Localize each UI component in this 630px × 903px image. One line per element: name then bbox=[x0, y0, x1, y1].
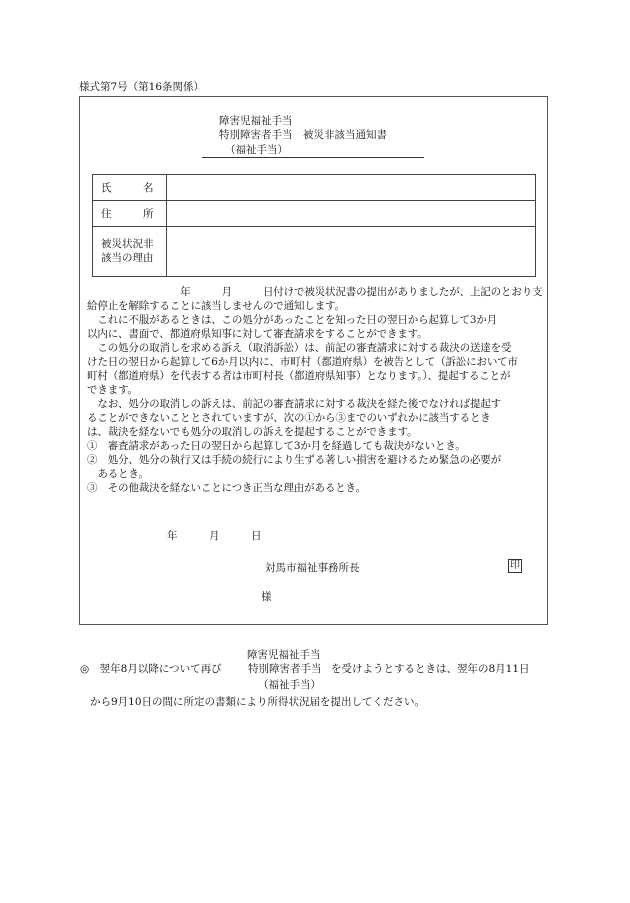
footnote-last: から9月10日の間に所定の書類により所得状況届を提出してください。 bbox=[90, 696, 426, 708]
footnote-bottom: （福祉手当） bbox=[258, 679, 321, 691]
form-number: 様式第7号（第16条関係） bbox=[79, 81, 205, 93]
label-column-divider bbox=[166, 175, 167, 276]
notice-line: あるとき。 bbox=[87, 468, 149, 480]
title-line-2: 特別障害者手当 被災非該当通知書 bbox=[219, 129, 387, 141]
notice-line: ② 処分、処分の執行又は手続の続行により生ずる著しい損害を避けるため緊急の必要が bbox=[87, 454, 501, 466]
notice-line: この処分の取消しを求める訴え（取消訴訟）は、前記の審査請求に対する裁決の送達を受 bbox=[87, 342, 512, 354]
notice-line: これに不服があるときは、この処分があったことを知った日の翌日から起算して3か月 bbox=[87, 314, 498, 326]
title-line-3: （福祉手当） bbox=[225, 144, 288, 156]
info-table bbox=[92, 174, 536, 277]
notice-line: 給停止を解除することに該当しませんので通知します。 bbox=[87, 300, 345, 312]
issuer-name: 対馬市福祉事務所長 bbox=[265, 562, 360, 574]
reason-label-line-1: 被災状況非 bbox=[101, 238, 154, 250]
reason-label-line-2: 該当の理由 bbox=[101, 252, 154, 264]
name-row bbox=[93, 175, 535, 201]
footnote-top: 障害児福祉手当 bbox=[247, 649, 321, 661]
title-underline bbox=[202, 157, 424, 158]
notice-line: けた日の翌日から起算して6か月以内に、市町村（都道府県）を被告として（訴訟において市 bbox=[87, 356, 518, 368]
address-label: 住 所 bbox=[101, 208, 154, 220]
reason-row bbox=[93, 227, 535, 277]
name-label: 氏 名 bbox=[101, 182, 154, 194]
notice-line: は、裁決を経ないでも処分の取消しの訴えを提起することができます。 bbox=[87, 426, 418, 438]
recipient-suffix: 様 bbox=[261, 591, 272, 603]
title-line-1: 障害児福祉手当 bbox=[219, 115, 293, 127]
notice-body bbox=[87, 285, 547, 495]
footnote-main-mid: 特別障害者手当 bbox=[248, 663, 322, 675]
seal-mark: 印 bbox=[510, 560, 520, 571]
notice-line: ① 審査請求があった日の翌日から起算して3か月を経過しても裁決がないとき。 bbox=[87, 440, 466, 452]
footnote-main-left: ◎ 翌年8月以降について再び bbox=[80, 663, 222, 675]
notice-line: なお、処分の取消しの訴えは、前記の審査請求に対する裁決を経た後でなければ提起す bbox=[87, 398, 501, 410]
notice-line: 以内に、書面で、都道府県知事に対して審査請求をすることができます。 bbox=[87, 328, 428, 340]
notice-line: 町村（都道府県）を代表する者は市町村長（都道府県知事）となります。）、提起することが bbox=[87, 370, 511, 382]
date-line: 年 月 日 bbox=[167, 530, 262, 542]
notice-line: 年 月 日付けで被災状況書の提出がありましたが、上記のとおり支 bbox=[87, 286, 543, 298]
notice-line: ることができないこととされていますが、次の①から③までのいずれかに該当するとき bbox=[87, 412, 491, 424]
notice-line: できます。 bbox=[87, 384, 138, 396]
address-row bbox=[93, 201, 535, 227]
notice-line: ③ その他裁決を経ないことにつき正当な理由があるとき。 bbox=[87, 482, 366, 494]
footnote-main-right: を受けようとするときは、翌年の8月11日 bbox=[331, 663, 530, 675]
